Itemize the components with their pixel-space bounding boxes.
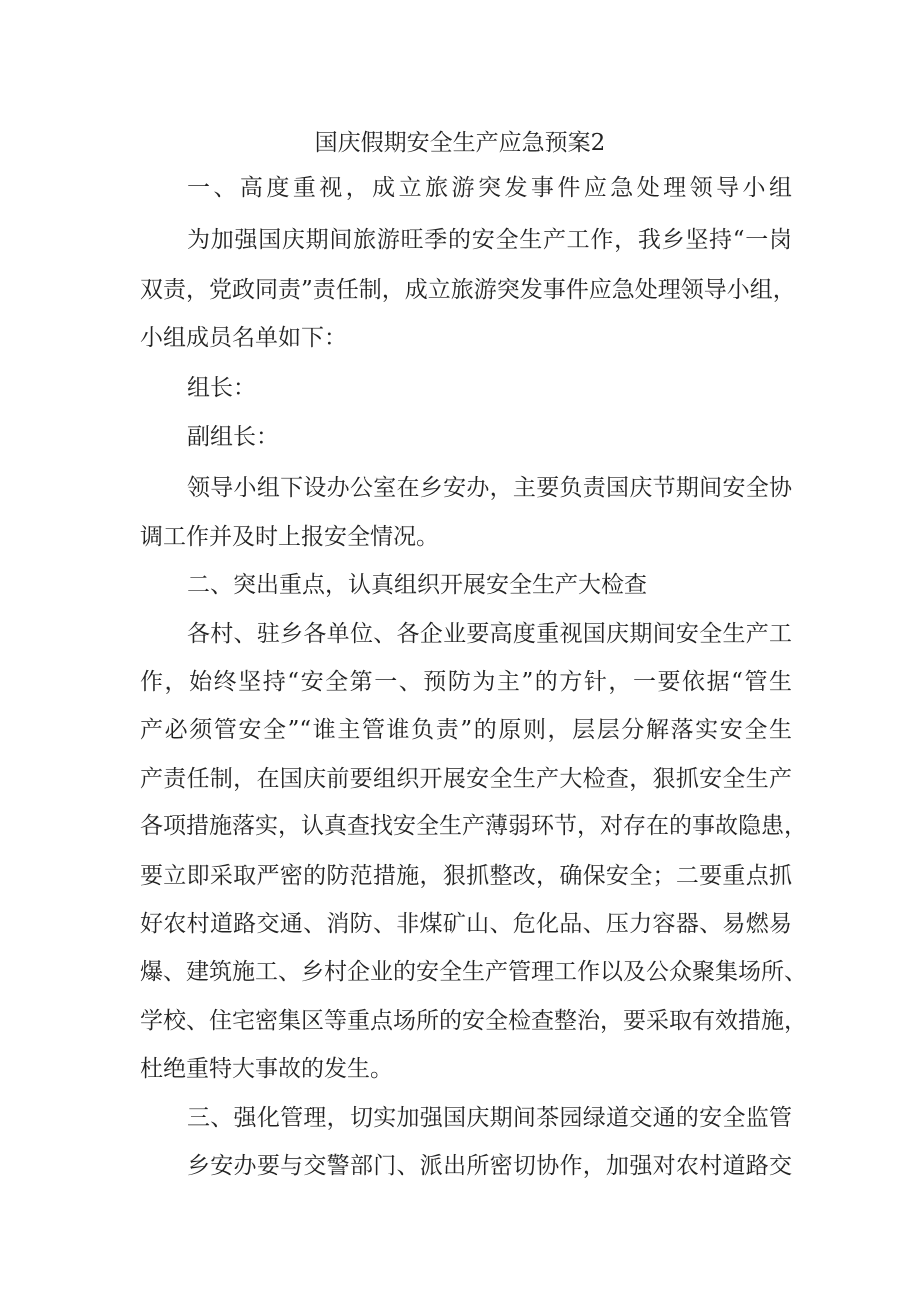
paragraph-line: 杜绝重特大事故的发生。 (140, 1056, 393, 1082)
paragraph-line: 爆、建筑施工、乡村企业的安全生产管理工作以及公众聚集场所、 (140, 959, 807, 985)
paragraph-line: 产必须管安全”“谁主管谁负责”的原则，层层分解落实安全生 (140, 717, 792, 743)
section-heading-1: 一、高度重视，成立旅游突发事件应急处理领导小组 (187, 175, 792, 201)
paragraph-line: 各项措施落实，认真查找安全生产薄弱环节，对存在的事故隐患， (140, 813, 807, 839)
paragraph-line: 各村、驻乡各单位、各企业要高度重视国庆期间安全生产工 (187, 621, 792, 647)
leader-label: 组长： (187, 375, 256, 401)
paragraph-line: 好农村道路交通、消防、非煤矿山、危化品、压力容器、易燃易 (140, 911, 792, 937)
paragraph-line: 领导小组下设办公室在乡安办，主要负责国庆节期间安全协 (187, 475, 792, 501)
section-heading-2: 二、突出重点，认真组织开展安全生产大检查 (187, 572, 647, 598)
paragraph-line: 小组成员名单如下： (140, 325, 347, 351)
paragraph-line: 调工作并及时上报安全情况。 (140, 524, 439, 550)
paragraph-line: 作，始终坚持“安全第一、预防为主”的方针，一要依据“管生 (140, 669, 792, 695)
paragraph-line: 双责，党政同责”责任制，成立旅游突发事件应急处理领导小组， (140, 277, 796, 303)
paragraph-line: 为加强国庆期间旅游旺季的安全生产工作，我乡坚持“一岗 (187, 227, 792, 253)
paragraph-line: 要立即采取严密的防范措施，狠抓整改，确保安全；二要重点抓 (140, 863, 792, 889)
deputy-leader-label: 副组长： (187, 424, 279, 450)
section-heading-3: 三、强化管理，切实加强国庆期间茶园绿道交通的安全监管 (187, 1105, 792, 1131)
paragraph-line: 产责任制，在国庆前要组织开展安全生产大检查，狠抓安全生产 (140, 766, 792, 792)
paragraph-line: 乡安办要与交警部门、派出所密切协作，加强对农村道路交 (187, 1153, 792, 1179)
paragraph-line: 学校、住宅密集区等重点场所的安全检查整治，要采取有效措施， (140, 1008, 807, 1034)
document-title: 国庆假期安全生产应急预案2 (314, 130, 606, 156)
